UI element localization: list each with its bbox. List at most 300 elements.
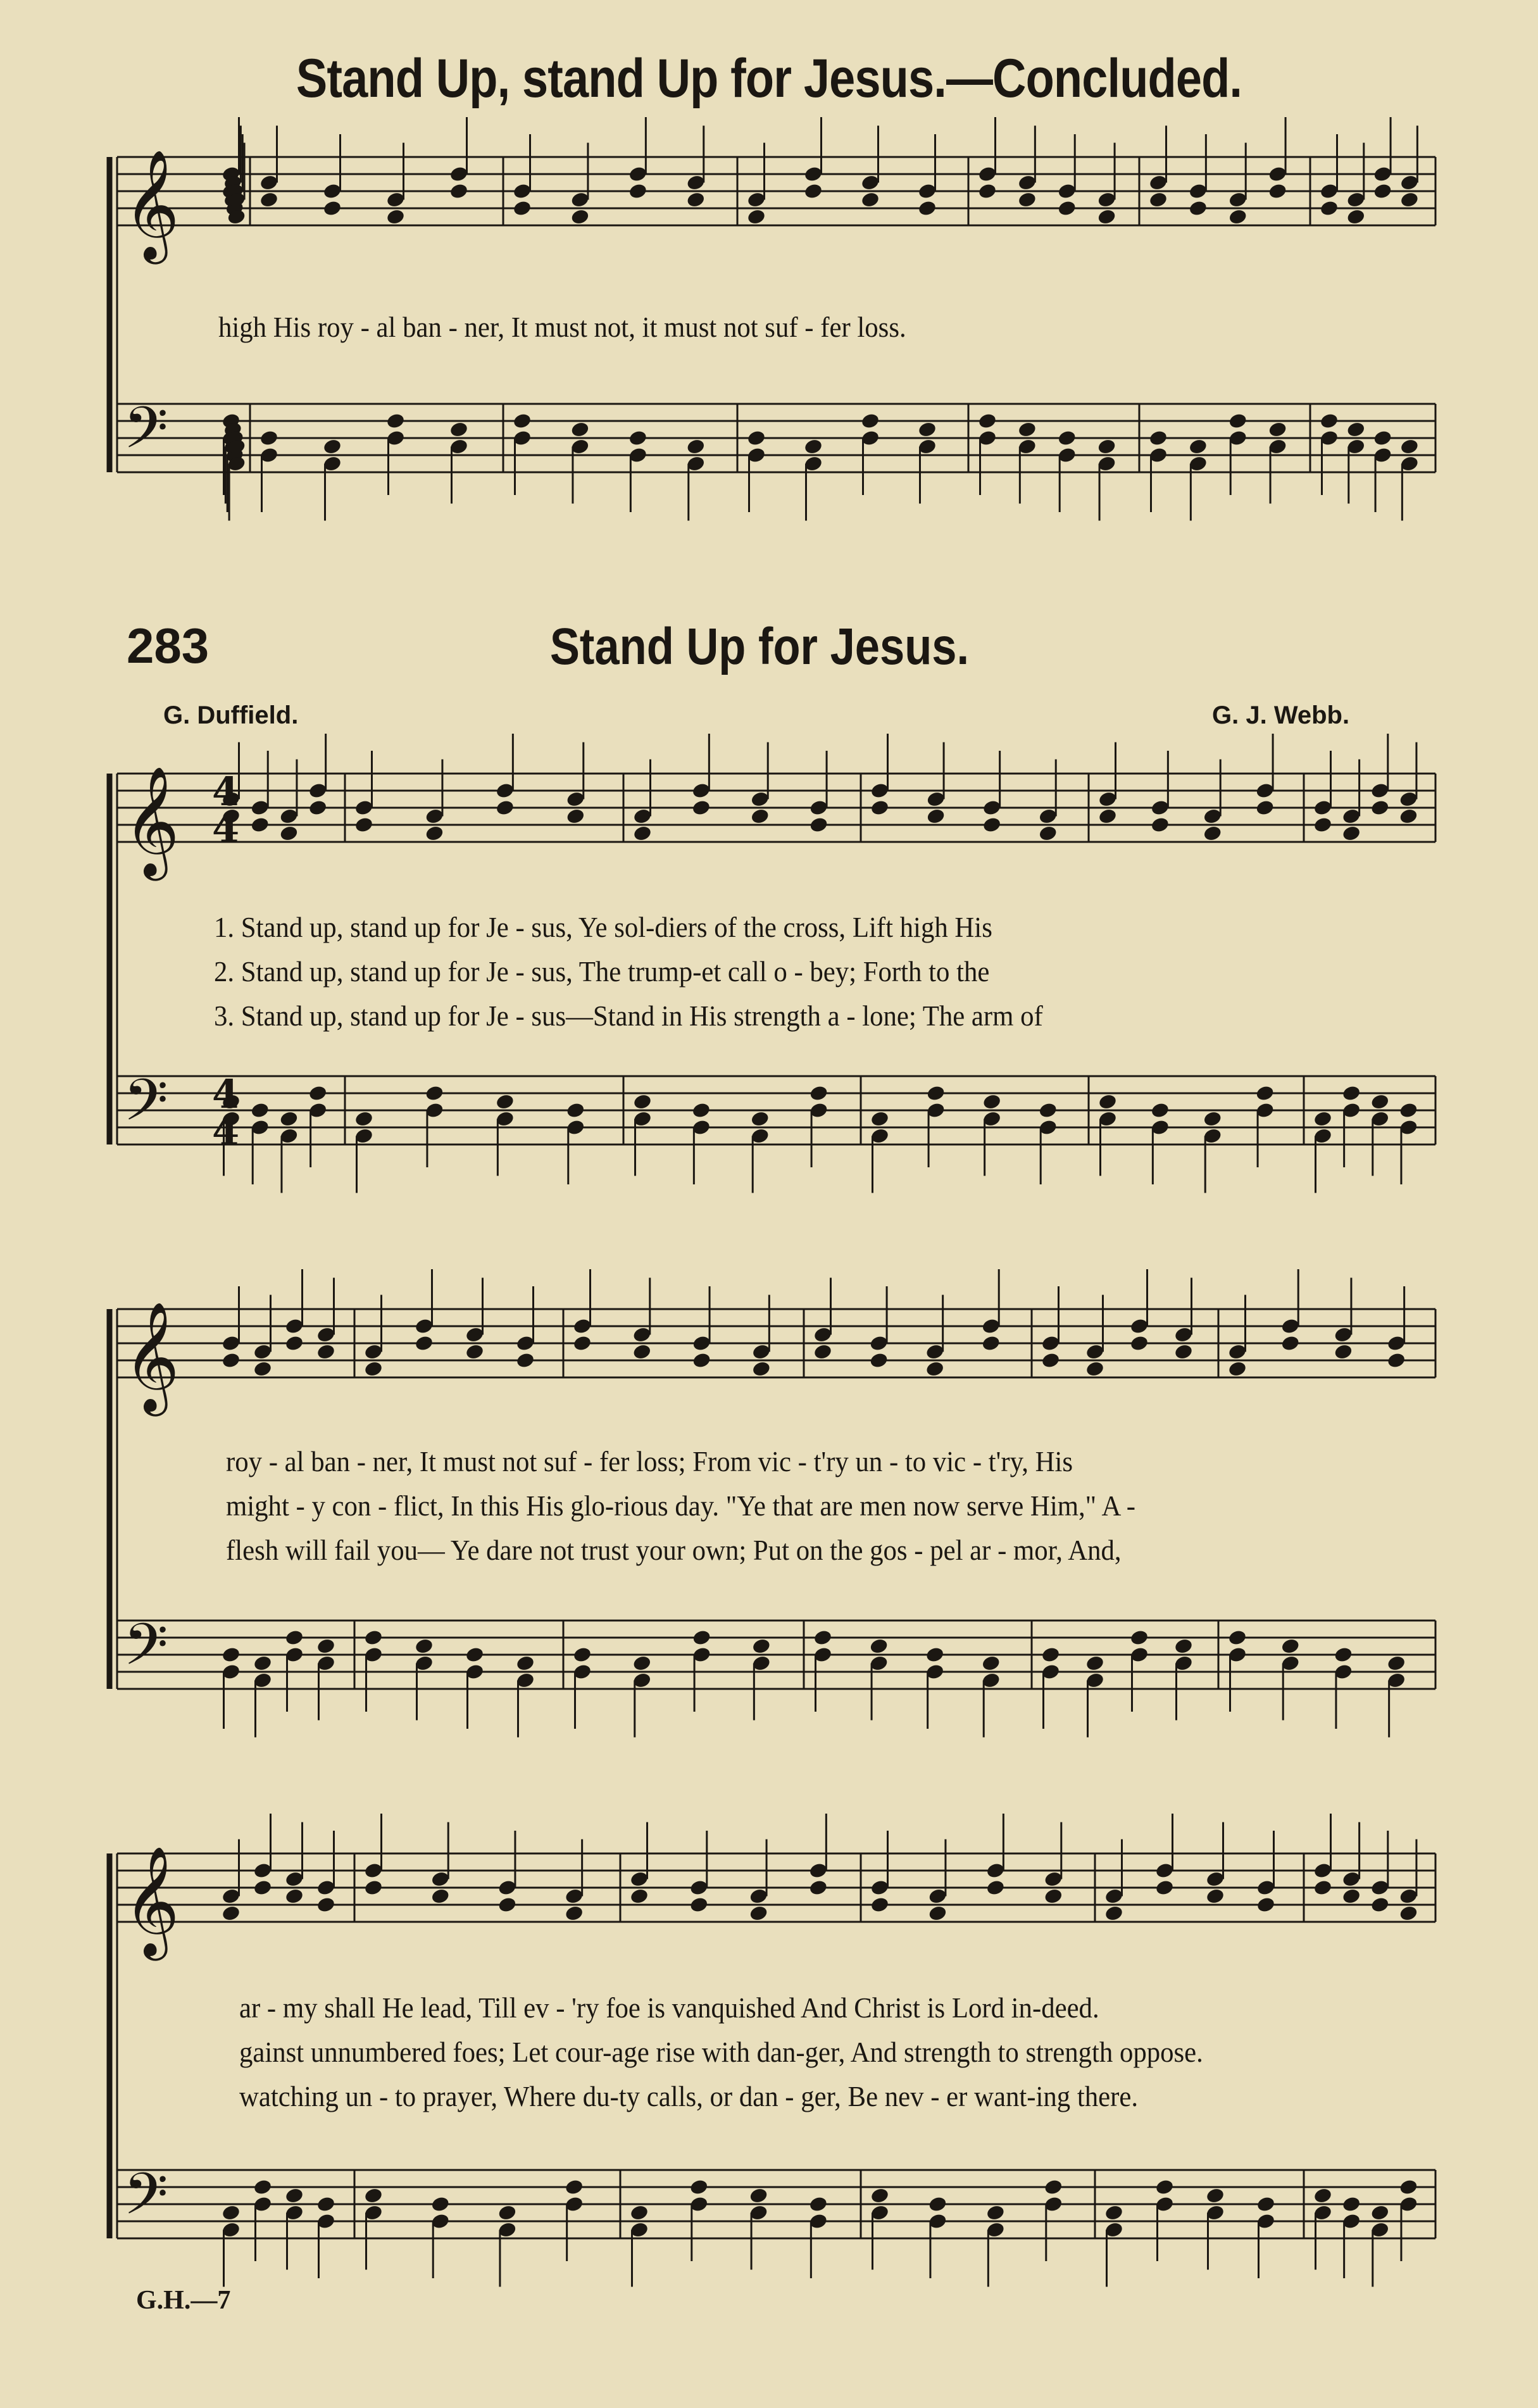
note-stem [276, 126, 278, 183]
notehead [1346, 421, 1366, 439]
notehead [253, 1343, 272, 1361]
note-stem [380, 1295, 382, 1352]
notehead [566, 791, 585, 808]
notehead [1373, 182, 1392, 200]
notehead [430, 1888, 450, 1905]
notehead [869, 1638, 889, 1655]
note-stem [267, 751, 269, 808]
notehead [449, 421, 468, 439]
notehead [354, 799, 373, 817]
notehead [512, 199, 532, 217]
notehead [686, 438, 706, 456]
notehead [465, 1343, 484, 1361]
note-stem [1191, 1278, 1192, 1335]
notehead [465, 1646, 484, 1664]
note-stem [333, 1278, 335, 1335]
note-stem [1060, 1822, 1062, 1879]
notehead [808, 2195, 828, 2213]
notehead [221, 1334, 241, 1352]
notehead [1342, 2195, 1361, 2213]
note-stem [1121, 1840, 1123, 1897]
notehead [253, 1655, 272, 1672]
note-stem [1131, 1655, 1133, 1712]
note-stem [339, 134, 341, 191]
notehead [250, 1101, 270, 1119]
note-stem [634, 1681, 635, 1738]
notehead [808, 1862, 828, 1879]
note-stem [432, 2221, 434, 2278]
note-stem [228, 464, 230, 521]
notehead [629, 2204, 649, 2222]
notehead [917, 199, 937, 217]
note-stem [872, 1136, 873, 1193]
note-stem [1387, 1831, 1389, 1888]
notehead [803, 182, 823, 200]
note-stem [1115, 743, 1116, 800]
notehead [751, 1360, 771, 1378]
notehead [692, 1334, 711, 1352]
treble-clef-icon: 𝄞 [123, 766, 180, 876]
note-stem [238, 1286, 240, 1343]
note-stem [1335, 1672, 1337, 1729]
notehead [808, 1879, 828, 1897]
notehead [1057, 199, 1077, 217]
notehead [632, 1655, 652, 1672]
notehead [689, 2178, 709, 2196]
notehead [570, 191, 590, 209]
treble-clef-icon: 𝄞 [123, 149, 180, 260]
notehead [750, 1110, 770, 1128]
notehead [425, 808, 444, 825]
note-stem [1099, 464, 1101, 521]
note-stem [1222, 1822, 1224, 1879]
note-stem [820, 117, 822, 174]
notehead [279, 825, 299, 843]
notehead [1154, 1862, 1174, 1879]
verse-3-line-2: flesh will fail you— Ye dare not trust your own; Put on the gos - pel ar - mor, And, [226, 1534, 1122, 1566]
notehead [1041, 1334, 1060, 1352]
notehead [259, 191, 278, 209]
notehead [977, 182, 997, 200]
note-stem [1400, 1127, 1402, 1184]
note-stem [238, 1840, 240, 1897]
note-stem [1152, 1127, 1154, 1184]
notehead [1203, 1110, 1222, 1128]
notehead [1085, 1343, 1104, 1361]
notehead [1104, 2204, 1123, 2222]
note-stem [1416, 126, 1418, 183]
notehead [1041, 1646, 1060, 1664]
note-stem [1401, 464, 1403, 521]
notehead [322, 438, 342, 456]
notehead [686, 174, 706, 192]
notehead [985, 1862, 1005, 1879]
notehead [870, 2187, 889, 2205]
notehead [1280, 1317, 1300, 1335]
notehead [1399, 2178, 1418, 2196]
notehead [1129, 1317, 1149, 1335]
note-stem [1273, 1831, 1275, 1888]
note-stem [403, 143, 404, 200]
note-stem [691, 2204, 692, 2261]
notehead [570, 421, 590, 439]
notehead [985, 2204, 1005, 2222]
notehead [632, 825, 652, 843]
note-stem [1387, 734, 1389, 791]
note-stem [703, 126, 704, 183]
note-stem [871, 1664, 873, 1721]
notehead [1148, 191, 1168, 209]
note-stem [766, 1840, 768, 1897]
note-stem [693, 1127, 695, 1184]
note-stem [318, 2221, 320, 2278]
note-stem [567, 1127, 569, 1184]
notehead [284, 1334, 304, 1352]
note-stem [587, 143, 589, 200]
note-stem [1055, 760, 1057, 817]
note-stem [301, 1822, 303, 1879]
notehead [689, 1896, 709, 1914]
notehead [1342, 825, 1361, 843]
notehead [691, 799, 711, 817]
note-stem [1175, 1664, 1177, 1721]
time-signature-top: 4 [212, 768, 240, 815]
notehead [1085, 1360, 1104, 1378]
notehead [449, 165, 468, 183]
notehead [515, 1334, 535, 1352]
note-stem [645, 117, 647, 174]
note-stem [810, 2221, 812, 2278]
notehead [1256, 1896, 1275, 1914]
note-stem [1099, 1119, 1101, 1176]
note-stem [1372, 2230, 1373, 2287]
footer-code: G.H.—7 [136, 2286, 231, 2315]
note-stem [630, 455, 632, 512]
notehead [632, 808, 652, 825]
notehead [1129, 1334, 1149, 1352]
notehead [1150, 816, 1170, 834]
note-stem [1358, 760, 1360, 817]
note-stem [466, 117, 468, 174]
notehead [917, 421, 937, 439]
notehead [1097, 208, 1116, 226]
note-stem [325, 734, 327, 791]
note-stem [1315, 2213, 1316, 2270]
note-stem [380, 1814, 382, 1871]
notehead [316, 1879, 335, 1897]
note-stem [497, 1119, 499, 1176]
notehead [977, 165, 997, 183]
notehead [515, 1655, 535, 1672]
notehead [691, 782, 711, 800]
note-stem [1297, 1269, 1299, 1326]
notehead [1399, 174, 1419, 192]
notehead [692, 1351, 711, 1369]
note-stem [441, 760, 443, 817]
verse-2-line-2: might - y con - flict, In this His glo-rious day. "Ye that are men now serve Him," A - [226, 1489, 1135, 1522]
time-signature-top: 4 [212, 1071, 240, 1117]
note-stem [1245, 143, 1247, 200]
notehead [1104, 1905, 1123, 1922]
notehead [750, 808, 770, 825]
note-stem [687, 464, 689, 521]
notehead [1154, 2178, 1174, 2196]
notehead [691, 1101, 711, 1119]
notehead [250, 799, 270, 817]
notehead [1370, 782, 1390, 800]
notehead [1173, 1638, 1193, 1655]
notehead [1104, 1888, 1123, 1905]
notehead [1173, 1326, 1193, 1344]
notehead [253, 1360, 272, 1378]
note-stem [825, 1814, 827, 1871]
notehead [1044, 1888, 1063, 1905]
note-stem [333, 1831, 335, 1888]
note-stem [944, 1840, 946, 1897]
notehead [750, 791, 770, 808]
notehead [385, 208, 405, 226]
notehead [279, 1110, 299, 1128]
note-stem [223, 438, 225, 495]
notehead [981, 1655, 1001, 1672]
note-stem [998, 1269, 1000, 1326]
notehead [1313, 1862, 1332, 1879]
note-stem [1244, 1295, 1246, 1352]
notehead [1228, 208, 1247, 226]
notehead [1399, 1888, 1418, 1905]
notehead [982, 1093, 1002, 1111]
note-stem [223, 2230, 225, 2287]
notehead [497, 1896, 517, 1914]
notehead [1370, 1879, 1390, 1897]
notehead [1342, 1084, 1361, 1102]
note-stem [416, 1664, 418, 1721]
note-stem [943, 743, 945, 800]
note-stem [887, 1831, 889, 1888]
notehead [385, 412, 405, 430]
note-stem [649, 760, 651, 817]
note-stem [270, 1295, 272, 1352]
note-stem [748, 455, 750, 512]
note-stem [1321, 438, 1323, 495]
notehead [1370, 1896, 1390, 1914]
note-stem [1059, 455, 1061, 512]
notehead [1399, 808, 1418, 825]
note-stem [646, 1822, 648, 1879]
note-stem [768, 1295, 770, 1352]
notehead [809, 799, 828, 817]
notehead [925, 1646, 945, 1664]
note-stem [708, 734, 710, 791]
note-stem [286, 2213, 288, 2270]
notehead [414, 1334, 434, 1352]
note-stem [1150, 455, 1152, 512]
treble-clef-icon: 𝄞 [123, 1301, 180, 1412]
note-stem [1388, 1681, 1390, 1738]
note-stem [1390, 117, 1392, 174]
note-stem [826, 751, 828, 808]
notehead [253, 1879, 272, 1897]
notehead [1150, 799, 1170, 817]
notehead [1373, 165, 1392, 183]
concluded-lyric: high His roy - al ban - ner, It must not, it must not suf - fer loss. [218, 311, 906, 343]
note-stem [387, 438, 389, 495]
note-stem [919, 447, 921, 504]
notehead [1313, 799, 1332, 817]
notehead [860, 412, 880, 430]
notehead [1256, 2195, 1275, 2213]
note-stem [1336, 134, 1338, 191]
notehead [928, 1905, 947, 1922]
verse-2-line-1: 2. Stand up, stand up for Je - sus, The trump-et call o - bey; Forth to the [214, 955, 990, 988]
note-stem [1330, 751, 1332, 808]
notehead [628, 429, 647, 447]
notehead [284, 1888, 304, 1905]
notehead [809, 1084, 828, 1102]
notehead [1017, 191, 1037, 209]
note-stem [987, 2230, 989, 2287]
notehead [250, 816, 270, 834]
notehead [515, 1351, 535, 1369]
note-stem [499, 2230, 501, 2287]
notehead [1387, 1655, 1406, 1672]
notehead [512, 182, 532, 200]
notehead [1150, 1101, 1170, 1119]
notehead [632, 1093, 652, 1111]
hymn-number: 283 [127, 618, 209, 674]
notehead [495, 782, 515, 800]
notehead [746, 429, 766, 447]
note-stem [886, 1286, 888, 1343]
notehead [1334, 1326, 1353, 1344]
note-stem [426, 1110, 428, 1167]
notehead [1387, 1334, 1406, 1352]
note-stem [482, 1278, 484, 1335]
notehead [692, 1629, 711, 1646]
notehead [221, 2204, 241, 2222]
note-stem [1350, 1278, 1352, 1335]
note-stem [447, 1822, 449, 1879]
note-stem [261, 455, 263, 512]
note-stem [301, 1269, 303, 1326]
notehead [1268, 165, 1287, 183]
notehead [1203, 808, 1222, 825]
notehead [354, 1110, 373, 1128]
notehead [1399, 438, 1419, 456]
note-stem [1375, 455, 1377, 512]
notehead [279, 808, 299, 825]
verse-3-line-1: 3. Stand up, stand up for Je - sus—Stand in His strength a - lone; The arm of [214, 1000, 1043, 1032]
notehead [1097, 808, 1117, 825]
notehead [572, 1317, 592, 1335]
notehead [981, 1334, 1001, 1352]
note-stem [252, 1127, 254, 1184]
note-stem [631, 2230, 633, 2287]
note-stem [1058, 1286, 1060, 1343]
note-stem [1403, 1286, 1405, 1343]
notehead [572, 1334, 592, 1352]
notehead [1319, 182, 1339, 200]
notehead [1173, 1343, 1193, 1361]
note-stem [994, 117, 996, 174]
note-stem [517, 1681, 519, 1738]
notehead [1097, 791, 1117, 808]
note-stem [1003, 1814, 1004, 1871]
notehead [1041, 1351, 1060, 1369]
notehead [870, 1879, 889, 1897]
notehead [1097, 1093, 1117, 1111]
note-stem [581, 1840, 583, 1897]
notehead [1205, 1888, 1225, 1905]
notehead [686, 191, 706, 209]
note-stem [254, 1681, 256, 1738]
notehead [1399, 1101, 1418, 1119]
notehead [1342, 1888, 1361, 1905]
notehead [926, 808, 946, 825]
note-stem [431, 1269, 433, 1326]
notehead [869, 1351, 889, 1369]
notehead [316, 1638, 335, 1655]
notehead [1268, 182, 1287, 200]
notehead [813, 1343, 832, 1361]
notehead [565, 1905, 584, 1922]
notehead [1319, 412, 1339, 430]
note-stem [451, 447, 453, 504]
notehead [1148, 174, 1168, 192]
note-stem [999, 751, 1001, 808]
notehead [565, 1888, 584, 1905]
notehead [512, 412, 532, 430]
page-title: Stand Up, stand Up for Jesus.—Concluded. [296, 48, 1242, 109]
note-stem [1270, 447, 1272, 504]
note-stem [512, 734, 514, 791]
notehead [749, 1888, 768, 1905]
notehead [1342, 808, 1361, 825]
notehead [628, 165, 647, 183]
notehead [1057, 182, 1077, 200]
notehead [259, 174, 278, 192]
notehead [308, 799, 328, 817]
bass-clef-icon: 𝄢 [123, 1067, 168, 1148]
notehead [629, 1871, 649, 1888]
notehead [926, 791, 946, 808]
note-stem [1172, 1814, 1173, 1871]
note-stem [872, 2213, 873, 2270]
notehead [363, 1879, 383, 1897]
notehead [308, 782, 328, 800]
note-stem [324, 464, 326, 521]
notehead [1268, 421, 1287, 439]
notehead [1399, 191, 1419, 209]
note-stem [1415, 743, 1417, 800]
notehead [565, 2178, 584, 2196]
note-stem [1315, 1136, 1316, 1193]
time-signature-bottom: 4 [212, 805, 240, 851]
note-stem [1146, 1269, 1148, 1326]
note-stem [466, 1672, 468, 1729]
notehead [869, 1334, 889, 1352]
notehead [925, 1360, 945, 1378]
notehead [572, 1646, 592, 1664]
verse-3-line-3: watching un - to prayer, Where du-ty calls, or dan - ger, Be nev - er want-ing there. [239, 2080, 1139, 2112]
notehead [1227, 1343, 1247, 1361]
verse-1-line-2: roy - al ban - ner, It must not suf - fer loss; From vic - t'ry un - to vic - t'ry, His [226, 1445, 1073, 1477]
note-stem [582, 743, 584, 800]
notehead [363, 1862, 383, 1879]
note-stem [371, 751, 373, 808]
note-stem [1285, 117, 1287, 174]
note-stem [815, 1655, 816, 1712]
